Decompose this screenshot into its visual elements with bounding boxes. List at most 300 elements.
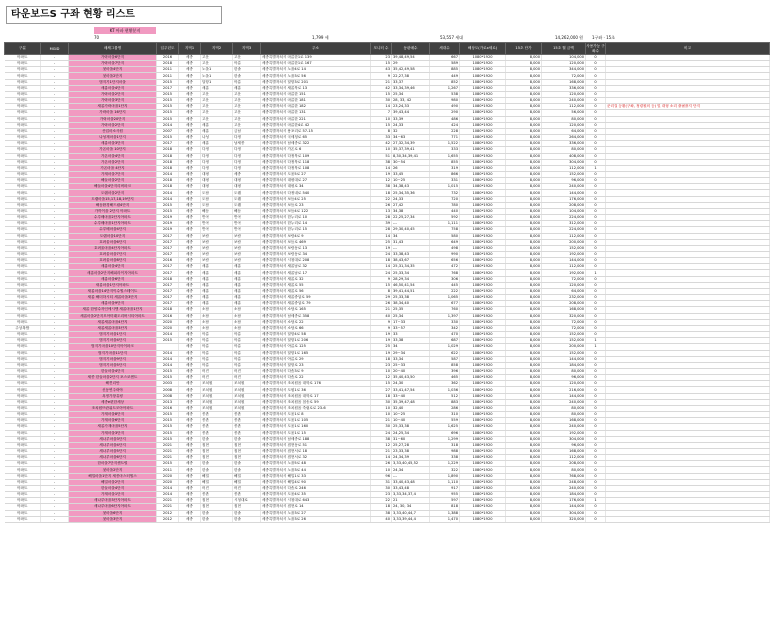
table-cell: 2018 bbox=[157, 184, 179, 190]
table-cell: - bbox=[41, 510, 69, 516]
column-header[interactable]: 비고 bbox=[606, 43, 770, 55]
table-cell: 도램마을15,17,18,19단지 bbox=[69, 196, 157, 202]
table-cell: 아파트 bbox=[5, 449, 41, 455]
table-cell: 한솔 bbox=[201, 436, 233, 442]
table-cell: - bbox=[41, 504, 69, 510]
table-cell: - bbox=[41, 387, 69, 393]
table-cell: 1080*1920 bbox=[460, 455, 506, 461]
column-header[interactable]: 입주년도 bbox=[157, 43, 179, 55]
table-row[interactable] bbox=[5, 104, 770, 110]
table-cell: --- bbox=[392, 221, 430, 227]
table-cell: 조치원 bbox=[201, 399, 233, 405]
table-cell: 보람 bbox=[233, 239, 261, 245]
table-cell: 세종특별자치시 한누리로 15 bbox=[261, 227, 371, 233]
table-cell: 아파트 bbox=[5, 141, 41, 147]
table-cell: 1080*1920 bbox=[460, 344, 506, 350]
table-cell: - bbox=[41, 368, 69, 374]
column-header[interactable]: MGID bbox=[41, 43, 69, 55]
table-cell: 0 bbox=[586, 73, 606, 79]
table-cell: 0 bbox=[586, 91, 606, 97]
table-cell: 21 bbox=[371, 418, 392, 424]
table-cell: 10 bbox=[371, 368, 392, 374]
table-cell: 1080*1920 bbox=[460, 239, 506, 245]
table-cell: 29 bbox=[371, 295, 392, 301]
table-cell: 649 bbox=[430, 239, 460, 245]
table-cell: 760 bbox=[430, 307, 460, 313]
column-header[interactable]: 동판매수 bbox=[392, 43, 430, 55]
table-cell: 아름 bbox=[233, 332, 261, 338]
table-cell: 가재마을3단지 bbox=[69, 430, 157, 436]
table-cell: 고운 bbox=[201, 116, 233, 122]
table-cell: 1080*1920 bbox=[460, 159, 506, 165]
table-cell: 0 bbox=[586, 381, 606, 387]
table-cell: 세종 bbox=[179, 208, 201, 214]
table-cell: 13 bbox=[371, 208, 392, 214]
table-cell: 35,37,39,41 bbox=[392, 147, 430, 153]
table-cell: 0 bbox=[586, 362, 606, 368]
table-cell: 새롬 bbox=[201, 282, 233, 288]
table-cell: 새롬 해더하시티 새롬마을3단지 bbox=[69, 295, 157, 301]
table-cell: 8,000 bbox=[506, 171, 542, 177]
table-cell: - bbox=[41, 461, 69, 467]
table-cell: 0 bbox=[586, 516, 606, 522]
table-cell: 한솔 bbox=[201, 516, 233, 522]
table-cell: 15 bbox=[371, 61, 392, 67]
table-cell: 152,000 bbox=[542, 245, 586, 251]
table-cell: 19 bbox=[371, 350, 392, 356]
table-cell: 18 bbox=[371, 393, 392, 399]
table-cell: 아파트 bbox=[5, 485, 41, 491]
table-cell: 세종 bbox=[179, 510, 201, 516]
table-cell: 1,625 bbox=[430, 424, 460, 430]
table-cell: 해들마을4단지리버파크 bbox=[69, 184, 157, 190]
table-cell: 33,43,48 bbox=[392, 485, 430, 491]
table-cell: 1080*1920 bbox=[460, 91, 506, 97]
table-cell: 2021 bbox=[157, 442, 179, 448]
table-cell: 2014 bbox=[157, 171, 179, 177]
table-cell: 80,000 bbox=[542, 116, 586, 122]
table-cell: 집현 bbox=[233, 504, 261, 510]
column-header[interactable]: 15초 단가 bbox=[506, 43, 542, 55]
table-cell: 아파트 bbox=[5, 85, 41, 91]
table-cell: - bbox=[41, 128, 69, 134]
table-cell: 24,25,34 bbox=[392, 430, 430, 436]
table-cell: 2017 bbox=[157, 141, 179, 147]
table-cell: 35,40,43,50 bbox=[392, 375, 430, 381]
table-cell: 222 bbox=[430, 288, 460, 294]
table-cell: - bbox=[41, 449, 69, 455]
table-cell: 도램 bbox=[233, 196, 261, 202]
table-cell: 다정 bbox=[201, 153, 233, 159]
table-cell: 세종 bbox=[179, 350, 201, 356]
table-cell: 아파트 bbox=[5, 91, 41, 97]
table-cell: 1 bbox=[586, 270, 606, 276]
table-cell: 아파트 bbox=[5, 393, 41, 399]
column-header[interactable]: 해상도(가로x세로) bbox=[460, 43, 506, 55]
table-cell: 424 bbox=[430, 122, 460, 128]
table-cell: 2015 bbox=[157, 208, 179, 214]
table-cell: 2014 bbox=[157, 485, 179, 491]
table-cell: 아파트 bbox=[5, 252, 41, 258]
table-cell: 소담 bbox=[201, 319, 233, 325]
table-cell: 세종 bbox=[179, 399, 201, 405]
table-cell: 8,000 bbox=[506, 368, 542, 374]
table-cell: 56,000 bbox=[542, 110, 586, 116]
table-cell: 490 bbox=[430, 104, 460, 110]
table-cell: 세종 한들마을2단지 포스코센트 bbox=[69, 375, 157, 381]
table-cell: 8,000 bbox=[506, 338, 542, 344]
table-cell: 30 bbox=[371, 399, 392, 405]
table-cell: 가재마을6단지 bbox=[69, 418, 157, 424]
table-cell: 8,000 bbox=[506, 356, 542, 362]
table-cell: 559 bbox=[430, 418, 460, 424]
table-cell: 아름 bbox=[233, 350, 261, 356]
table-cell: 2011 bbox=[157, 67, 179, 73]
table-cell: 46,50,41,54 bbox=[392, 282, 430, 288]
table-cell: - bbox=[41, 338, 69, 344]
table-cell: 1080*1920 bbox=[460, 147, 506, 153]
table-cell: 0 bbox=[586, 492, 606, 498]
table-cell: 1 bbox=[586, 498, 606, 504]
table-cell: 세종특별자치시 도움1로 160 bbox=[261, 424, 371, 430]
table-cell: 1080*1920 bbox=[460, 399, 506, 405]
table-cell: 새롬마을2단지해피라이지아파트 bbox=[69, 270, 157, 276]
table-cell: - bbox=[41, 98, 69, 104]
table-cell: 336,000 bbox=[542, 141, 586, 147]
table-cell: - bbox=[41, 399, 69, 405]
table-cell: 아파트 bbox=[5, 504, 41, 510]
table-cell: 세종특별자치시 새롬로 55 bbox=[261, 282, 371, 288]
table-cell: 21 bbox=[392, 498, 430, 504]
table-cell: - bbox=[41, 202, 69, 208]
column-header[interactable]: 사용가능 구좌수 bbox=[586, 43, 605, 53]
table-cell: 세종 bbox=[233, 171, 261, 177]
table-cell: 아름 bbox=[201, 356, 233, 362]
table-cell: 0 bbox=[586, 375, 606, 381]
table-cell: 112,000 bbox=[542, 165, 586, 171]
table-cell: 세종 bbox=[179, 141, 201, 147]
table-cell: 다정 bbox=[233, 135, 261, 141]
table-cell: 1080*1920 bbox=[460, 436, 506, 442]
table-cell: 세종 bbox=[179, 196, 201, 202]
table-cell: 2014 bbox=[157, 492, 179, 498]
table-cell: - bbox=[41, 356, 69, 362]
table-cell: 세종특별자치시 집현서로 32 bbox=[261, 455, 371, 461]
column-header[interactable]: 구분 bbox=[5, 43, 41, 55]
table-cell: 세종특별자치시 달항로 23 bbox=[261, 362, 371, 368]
table-cell: 25,27,28 bbox=[392, 442, 430, 448]
table-cell: 486 bbox=[430, 116, 460, 122]
table-cell: 538 bbox=[430, 91, 460, 97]
table-cell: 아파트 bbox=[5, 258, 41, 264]
table-cell: 1,267 bbox=[430, 85, 460, 91]
table-cell: 세종특별자치시 보듬4로 25 bbox=[261, 196, 371, 202]
table-cell: 0 bbox=[586, 424, 606, 430]
table-cell: 새롬마을3단지 bbox=[69, 141, 157, 147]
table-cell: 세종특별자치시 달항1로 206 bbox=[261, 338, 371, 344]
table-cell: 세종특별자치시 보듬4로 122 bbox=[261, 208, 371, 214]
table-cell: 1080*1920 bbox=[460, 276, 506, 282]
table-cell: 8,000 bbox=[506, 98, 542, 104]
table-cell: 대평 bbox=[201, 184, 233, 190]
table-cell: 2015 bbox=[157, 91, 179, 97]
table-cell: 8,000 bbox=[506, 270, 542, 276]
table-cell: 아파트 bbox=[5, 55, 41, 61]
table-cell: 보람 bbox=[233, 252, 261, 258]
table-cell: 168,000 bbox=[542, 418, 586, 424]
table-cell: 아파트 bbox=[5, 492, 41, 498]
table-cell: 1,111 bbox=[430, 221, 460, 227]
table-cell: 1080*1920 bbox=[460, 208, 506, 214]
table-cell: - bbox=[41, 424, 69, 430]
table-cell: 2016 bbox=[157, 258, 179, 264]
table-cell: 2015 bbox=[157, 202, 179, 208]
table-cell: 세종특별자치시 조치원읍 침송로 59 bbox=[261, 399, 371, 405]
table-cell: 33,34 bbox=[392, 356, 430, 362]
table-cell: 세종 bbox=[179, 436, 201, 442]
table-cell: 종촌 bbox=[201, 492, 233, 498]
table-cell: 1080*1920 bbox=[460, 485, 506, 491]
column-header[interactable]: 주소 bbox=[261, 43, 371, 55]
table-cell: 64,000 bbox=[542, 288, 586, 294]
column-header[interactable]: 지역1 bbox=[179, 43, 201, 55]
table-cell: 호려울마을6단지 bbox=[69, 239, 157, 245]
table-cell: 2012 bbox=[157, 510, 179, 516]
table-cell: 39 bbox=[371, 221, 392, 227]
table-cell: 고운 bbox=[201, 104, 233, 110]
table-cell: 새롬 bbox=[201, 276, 233, 282]
table-cell: 세종 bbox=[179, 282, 201, 288]
table-cell: 120,000 bbox=[542, 61, 586, 67]
column-header[interactable]: 15초 월 금액 bbox=[542, 43, 586, 55]
table-cell: 첫마을6단지 bbox=[69, 510, 157, 516]
table-cell: 12 bbox=[371, 178, 392, 184]
table-cell: 세종특별자치시 집현동로 51 bbox=[261, 442, 371, 448]
column-header[interactable]: 지역3 bbox=[233, 43, 261, 55]
table-cell: 세종 bbox=[179, 319, 201, 325]
table-cell: 세종 bbox=[179, 159, 201, 165]
table-cell: 2015 bbox=[157, 461, 179, 467]
table-cell: 19 bbox=[371, 245, 392, 251]
table-cell: 38 bbox=[371, 159, 392, 165]
table-cell: 종촌 bbox=[233, 492, 261, 498]
table-cell: 아파트 bbox=[5, 455, 41, 461]
table-cell: 어진 bbox=[201, 368, 233, 374]
table-cell: 8,000 bbox=[506, 128, 542, 134]
table-cell: 51 bbox=[371, 153, 392, 159]
table-cell: - bbox=[41, 233, 69, 239]
table-cell: 보람 bbox=[201, 233, 233, 239]
table-cell: 0 bbox=[586, 98, 606, 104]
table-cell: 8,000 bbox=[506, 202, 542, 208]
table-cell: 0 bbox=[586, 159, 606, 165]
table-cell: - bbox=[41, 473, 69, 479]
table-cell: --- bbox=[392, 473, 430, 479]
table-cell: 1080*1920 bbox=[460, 171, 506, 177]
table-cell: 나성 bbox=[201, 135, 233, 141]
table-cell: 아파트 bbox=[5, 362, 41, 368]
table-cell: 세종 bbox=[179, 116, 201, 122]
table-cell: 수루배마을4단지 bbox=[69, 227, 157, 233]
table-cell: 1080*1920 bbox=[460, 55, 506, 61]
table-cell: 세종 bbox=[179, 135, 201, 141]
table-cell: 112,000 bbox=[542, 264, 586, 270]
table-cell: 다정 bbox=[201, 159, 233, 165]
table-cell: 집현 bbox=[201, 442, 233, 448]
table-cell: - bbox=[41, 258, 69, 264]
table-cell: 세종 bbox=[179, 67, 201, 73]
table-cell: 23,24,33 bbox=[392, 104, 430, 110]
table-cell: 세종 bbox=[179, 485, 201, 491]
table-cell: 2021 bbox=[157, 449, 179, 455]
table-cell: 세종 bbox=[179, 104, 201, 110]
table-cell: 96,000 bbox=[542, 178, 586, 184]
table-cell: 주상복합 bbox=[5, 325, 41, 331]
table-cell: 14 bbox=[371, 165, 392, 171]
table-cell: 27 bbox=[371, 387, 392, 393]
table-cell: 새롬마을4단지 bbox=[69, 85, 157, 91]
table-cell: 34 bbox=[392, 233, 430, 239]
table-cell: 28,29,34 bbox=[392, 276, 430, 282]
table-cell: 한솔 bbox=[233, 73, 261, 79]
table-cell: 28, 33, 42 bbox=[392, 98, 430, 104]
table-cell: 세종특별자치시 국세청로 65 bbox=[261, 135, 371, 141]
table-row[interactable] bbox=[5, 516, 770, 522]
table-cell: 해견리안 bbox=[69, 381, 157, 387]
table-cell: 새롬마을1단지아파트 bbox=[69, 282, 157, 288]
table-cell: 세종 bbox=[179, 270, 201, 276]
table-cell: 8,000 bbox=[506, 73, 542, 79]
column-header[interactable]: 모니터 수 bbox=[371, 43, 392, 55]
table-cell: 새나루마을4단지 bbox=[69, 442, 157, 448]
table-cell: 1080*1920 bbox=[460, 178, 506, 184]
table-cell: 38,34,40 bbox=[392, 301, 430, 307]
table-cell: 2017 bbox=[157, 264, 179, 270]
table-cell: 1,388 bbox=[430, 510, 460, 516]
table-cell: 조치원 bbox=[233, 405, 261, 411]
table-cell: 세종특별자치시 새롬남로 17 bbox=[261, 270, 371, 276]
table-cell: 한솔 bbox=[233, 467, 261, 473]
table-cell: 세종특별자치시 조치원읍 대학로 176 bbox=[261, 381, 371, 387]
table-cell: 세종특별자치시 조치원읍 대학로 17 bbox=[261, 393, 371, 399]
table-cell: 1080*1920 bbox=[460, 442, 506, 448]
table-cell: 가까이을 2단지 아파트 bbox=[69, 208, 157, 214]
table-cell: 8,000 bbox=[506, 510, 542, 516]
table-cell: 8,000 bbox=[506, 350, 542, 356]
table-cell: 세종특별자치시 도움5로 27 bbox=[261, 171, 371, 177]
table-cell: 240,000 bbox=[542, 98, 586, 104]
table-cell: 아파트 bbox=[5, 344, 41, 350]
table-cell: 고운 bbox=[201, 110, 233, 116]
table-cell: 24,30 bbox=[392, 381, 430, 387]
table-cell: 세종 bbox=[179, 387, 201, 393]
table-cell: 세종특별자치시 도움1로 15 bbox=[261, 430, 371, 436]
table-cell: 세종 bbox=[179, 233, 201, 239]
table-cell: 96,000 bbox=[542, 375, 586, 381]
table-cell: - bbox=[41, 381, 69, 387]
table-cell: 세종특별자치시 노을4로 14 bbox=[261, 67, 371, 73]
column-header[interactable]: 매체그룹명 bbox=[69, 43, 157, 55]
table-cell: 도담 bbox=[201, 202, 233, 208]
column-header[interactable]: 지역2 bbox=[201, 43, 233, 55]
table-cell: 1080*1920 bbox=[460, 325, 506, 331]
table-cell: 세종특별자치시 대평로 34 bbox=[261, 184, 371, 190]
table-cell: 8,000 bbox=[506, 418, 542, 424]
table-cell: 19 bbox=[371, 332, 392, 338]
table-cell: 첫마을2단지 bbox=[69, 467, 157, 473]
table-cell: 해밀 bbox=[201, 479, 233, 485]
table-cell: 새롬마을9단지 bbox=[69, 301, 157, 307]
table-cell: 8,000 bbox=[506, 492, 542, 498]
table-cell: 2018 bbox=[157, 61, 179, 67]
table-cell: 2021 bbox=[157, 504, 179, 510]
table-cell: 72,000 bbox=[542, 73, 586, 79]
table-cell: 한솔 bbox=[233, 436, 261, 442]
table-cell: 세종 bbox=[179, 479, 201, 485]
table-cell: - bbox=[41, 492, 69, 498]
table-cell: 33,40,43,48 bbox=[392, 479, 430, 485]
table-cell: 21 bbox=[371, 79, 392, 85]
table-cell: 아파트 bbox=[5, 498, 41, 504]
table-cell: 세종특별자치시 노을3로 27 bbox=[261, 510, 371, 516]
table-cell: 1,029 bbox=[430, 344, 460, 350]
column-header[interactable]: 세대수 bbox=[430, 43, 460, 55]
table-cell: 3,33,40,44,7 bbox=[392, 510, 430, 516]
table-cell: 31,43 bbox=[392, 239, 430, 245]
table-cell: 8,000 bbox=[506, 227, 542, 233]
table-cell: 세종특별자치시 다솜로 22 bbox=[261, 375, 371, 381]
table-cell: 9 bbox=[371, 73, 392, 79]
table-cell: 호려울마을8단지 bbox=[69, 258, 157, 264]
table-cell: 8,000 bbox=[506, 184, 542, 190]
table-cell: 168,000 bbox=[542, 449, 586, 455]
table-cell: 세종 bbox=[179, 473, 201, 479]
table-cell: 고운 bbox=[233, 122, 261, 128]
table-cell: 1080*1920 bbox=[460, 295, 506, 301]
table-cell: - bbox=[41, 153, 69, 159]
table-cell: 2011 bbox=[157, 467, 179, 473]
table-cell: 1080*1920 bbox=[460, 135, 506, 141]
table-cell: 한솔 bbox=[233, 510, 261, 516]
table-cell: 7 bbox=[371, 110, 392, 116]
table-cell: 아파트 bbox=[5, 399, 41, 405]
table-cell: 세종특별자치시 새롬중앙로 59 bbox=[261, 295, 371, 301]
table-cell: 세종 bbox=[179, 412, 201, 418]
table-cell: - bbox=[41, 301, 69, 307]
table-cell: - bbox=[41, 430, 69, 436]
table-cell: 1080*1920 bbox=[460, 73, 506, 79]
table-cell: 1080*1920 bbox=[460, 350, 506, 356]
table-cell: 어진 bbox=[201, 485, 233, 491]
table-cell: 8,000 bbox=[506, 85, 542, 91]
table-cell: 0 bbox=[586, 110, 606, 116]
table-cell: 24 bbox=[371, 270, 392, 276]
table-cell: 8,000 bbox=[506, 221, 542, 227]
table-cell: 771 bbox=[430, 135, 460, 141]
table-cell: 8,000 bbox=[506, 264, 542, 270]
table-cell: 2016 bbox=[157, 313, 179, 319]
table-cell: 20~40 bbox=[392, 368, 430, 374]
table-cell: 8,000 bbox=[506, 485, 542, 491]
table-cell: 9 bbox=[371, 276, 392, 282]
table-cell: 2015 bbox=[157, 412, 179, 418]
table-cell: 2014 bbox=[157, 350, 179, 356]
table-cell: 208,000 bbox=[542, 301, 586, 307]
table-cell: 8,000 bbox=[506, 282, 542, 288]
table-cell: 80,000 bbox=[542, 147, 586, 153]
table-cell: 보람 bbox=[201, 258, 233, 264]
table-cell: 0 bbox=[586, 153, 606, 159]
